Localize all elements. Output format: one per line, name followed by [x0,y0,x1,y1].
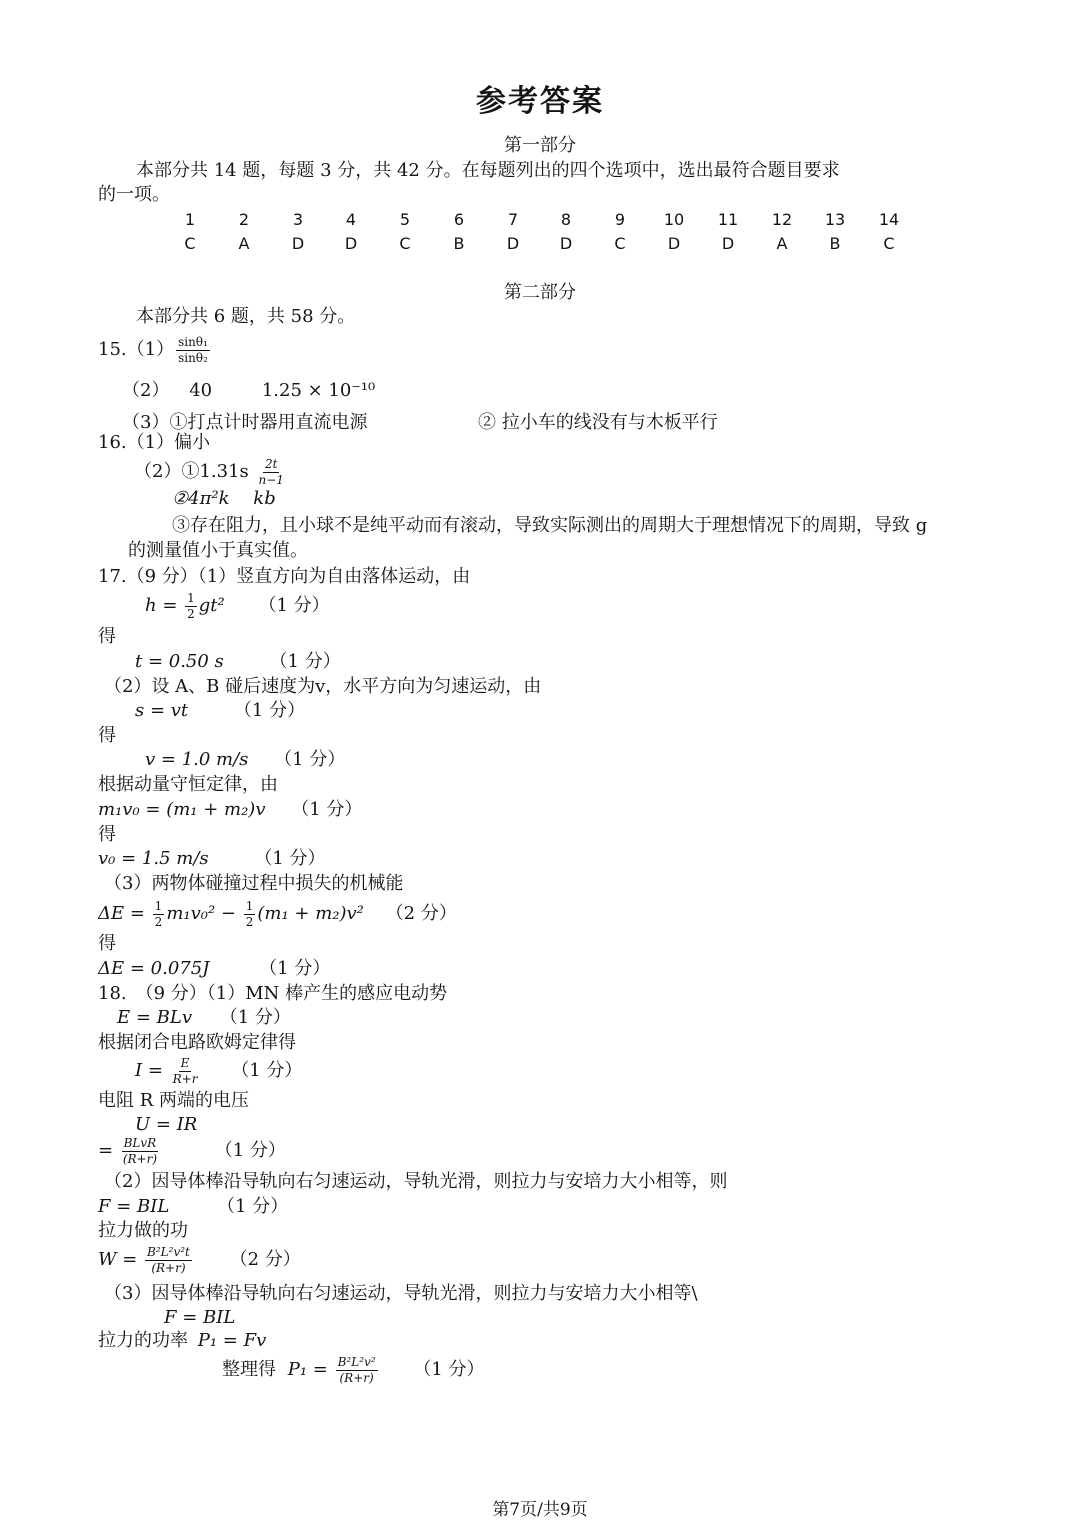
question-number: 3 [292,210,304,229]
page-footer: 第7页/共9页 [492,1500,588,1520]
q17-part3: （3）两物体碰撞过程中损失的机械能 [104,873,404,894]
q17-m-score: （1 分） [291,799,363,820]
q17-momentum: 根据动量守恒定律，由 [98,774,278,795]
question-number: 13 [824,210,846,229]
q17-dE-eq [98,900,457,928]
q18-header: 18. （9 分）（1）MN 棒产生的感应电动势 [98,983,448,1004]
page-title: 参考答案 [476,84,604,119]
q16-frac-den: n−1 [258,472,284,487]
question-number: 4 [345,210,357,229]
q18-E-score: （1 分） [219,1007,291,1028]
answer-letter: C [614,234,626,253]
q18-part3: （3）因导体棒沿导轨向右匀速运动，导轨光滑，则拉力与安培力大小相等\ [104,1283,698,1304]
answer-letter: C [184,234,196,253]
q17-dE-left: ΔE = [98,903,151,925]
q15-part3-a: （3）①打点计时器用直流电源 [122,412,368,433]
q18-final-den: (R+r) [339,1370,374,1385]
q17-t-value: t = 0.50 s [135,651,224,672]
q18-U-den: (R+r) [122,1151,158,1166]
answer-letter: D [721,234,735,253]
q17-de4: 得 [98,933,116,954]
part1-intro-line1: 本部分共 14 题，每题 3 分，共 42 分。在每题列出的四个选项中，选出最符合题目要求 [136,160,840,181]
answer-letter: A [238,234,250,253]
q15-p2-value2: 1.25 × 10⁻¹⁰ [261,380,376,401]
q18-E-line [117,1007,291,1029]
q18-final-label: 整理得 [222,1359,276,1381]
q17-part2: （2）设 A、B 碰后速度为v，水平方向为匀速运动，由 [104,676,542,697]
q18-I-den: R+r [172,1071,198,1086]
q17-eq1-score: （1 分） [258,595,330,617]
q17-m-line [98,799,362,821]
question-number: 2 [238,210,250,229]
q18-W-den: (R+r) [151,1260,186,1275]
q17-dE-value: ΔE = 0.075J [98,958,210,979]
q17-eq1-frac-num: 1 [187,591,195,605]
q18-F-line [98,1196,288,1218]
q17-dE-mid1: m₁v₀² − [166,903,242,925]
q18-final-frac [336,1356,378,1384]
q18-power-line [98,1330,266,1352]
question-number: 1 [184,210,196,229]
q17-v0-line [98,848,326,870]
q17-eq1-frac-den: 2 [187,606,195,621]
q15-label: 15.（1） [98,339,175,361]
q15-part3-b: ② 拉小车的线没有与木板平行 [478,412,718,433]
q18-F2-eq: F = BIL [164,1307,236,1328]
q17-header: 17.（9 分）（1）竖直方向为自由落体运动，由 [98,566,471,587]
q18-P-eq: P₁ = Fv [197,1330,267,1351]
q17-dE-score: （2 分） [385,903,457,925]
answer-letter: C [399,234,411,253]
q18-F-eq: F = BIL [98,1196,170,1217]
q18-I-left: I = [135,1060,169,1082]
q16-part3-line2: 的测量值小于真实值。 [128,540,308,561]
answer-letter: D [667,234,681,253]
q15-part2 [122,380,375,402]
q16-p2-label: （2）①1.31s [134,461,249,483]
q17-dE-frac2: $\frac{1}{2}$ [245,899,254,929]
q18-U-eq: U = IR [135,1114,198,1135]
q17-eq1 [145,592,330,620]
q17-dE-frac1: $\frac{1}{2}$ [154,899,163,929]
answer-letter: A [776,234,788,253]
q16-p2-line2-a: ②4π²k [172,488,230,509]
q17-dE-value-line [98,958,330,980]
q17-s-eq: s = vt [135,700,189,721]
q17-s-line [135,700,305,722]
question-number: 10 [663,210,685,229]
question-number: 7 [507,210,519,229]
q18-U-num: BLvR [123,1136,157,1150]
q17-m-eq: m₁v₀ = (m₁ + m₂)v [98,799,266,820]
q15-p2-label: （2） [122,380,170,401]
q18-final-left: P₁ = [287,1359,334,1381]
q17-v0-score: （1 分） [254,848,326,869]
q17-v-value: v = 1.0 m/s [145,749,249,770]
q17-dE-value-score: （1 分） [259,958,331,979]
q17-eq1-right: gt² [198,595,225,617]
q17-v-score: （1 分） [274,749,346,770]
question-number: 6 [453,210,465,229]
q18-part2: （2）因导体棒沿导轨向右匀速运动，导轨光滑，则拉力与安培力大小相等，则 [104,1171,728,1192]
q17-eq1-frac [185,592,197,620]
q17-v0-value: v₀ = 1.5 m/s [98,848,209,869]
q16-p2-line2-b: kb [253,488,276,509]
q18-W-left: W = [98,1249,144,1271]
q18-final-line [222,1356,485,1384]
q16-part3-line1: ③存在阻力，且小球不是纯平动而有滚动，导致实际测出的周期大于理想情况下的周期，导致 g [172,515,928,536]
q18-I-frac [171,1057,200,1085]
q18-final-num: B²L²v² [337,1355,376,1369]
q18-ohm: 根据闭合电路欧姆定律得 [98,1032,296,1053]
q18-E-eq: E = BLv [117,1007,193,1028]
question-number: 5 [399,210,411,229]
q15-frac-den: sinθ₂ [178,350,208,365]
q18-W-line [98,1246,301,1274]
q17-s-score: （1 分） [233,700,306,721]
q18-work: 拉力做的功 [98,1220,188,1241]
answer-letter: D [291,234,305,253]
part1-heading: 第一部分 [504,135,576,156]
question-number: 11 [717,210,739,229]
q18-power-label: 拉力的功率 [98,1330,188,1351]
q18-U-frac [121,1137,159,1165]
q18-W-num: B²L²v²t [147,1245,190,1259]
q15-p2-value1: 40 [189,380,213,401]
q18-I-line [135,1057,302,1085]
q18-voltage: 电阻 R 两端的电压 [98,1090,249,1111]
q15-fraction [176,336,210,364]
q16-part2 [134,458,288,486]
q18-U-line [98,1137,286,1165]
q16-part1: 16.（1）偏小 [98,432,211,453]
q17-de3: 得 [98,824,116,845]
q18-I-score: （1 分） [231,1060,303,1082]
q17-v-line [145,749,345,771]
answer-letter: B [453,234,465,253]
q17-dE-mid2: (m₁ + m₂)v² [257,903,364,925]
q16-fraction [257,458,286,486]
answer-letter: C [883,234,895,253]
q17-de1: 得 [98,626,116,647]
q16-frac-num: 2t [264,457,278,471]
question-number: 9 [614,210,626,229]
question-number: 8 [560,210,572,229]
q18-U-left: = [98,1140,119,1162]
q18-I-num: E [180,1056,190,1070]
answer-letter: B [829,234,841,253]
question-number: 12 [771,210,793,229]
q17-t-line [135,651,341,673]
answer-letter: D [344,234,358,253]
q17-de2: 得 [98,725,116,746]
q17-t-score: （1 分） [269,651,341,672]
q18-final-score: （1 分） [413,1359,485,1381]
q17-eq1-left: h = [145,595,184,617]
part2-heading: 第二部分 [504,282,576,303]
q15-part1 [98,336,212,364]
part1-intro-line2: 的一项。 [98,184,170,205]
answer-letter: D [559,234,573,253]
q18-W-score: （2 分） [229,1249,301,1271]
q18-W-frac [145,1246,192,1274]
question-number: 14 [878,210,900,229]
part2-intro: 本部分共 6 题，共 58 分。 [136,306,356,327]
answer-letter: D [506,234,520,253]
q18-F-score: （1 分） [217,1196,289,1217]
q16-part2-line2 [172,488,276,510]
q18-U-score: （1 分） [214,1140,286,1162]
q15-frac-num: sinθ₁ [178,335,208,349]
